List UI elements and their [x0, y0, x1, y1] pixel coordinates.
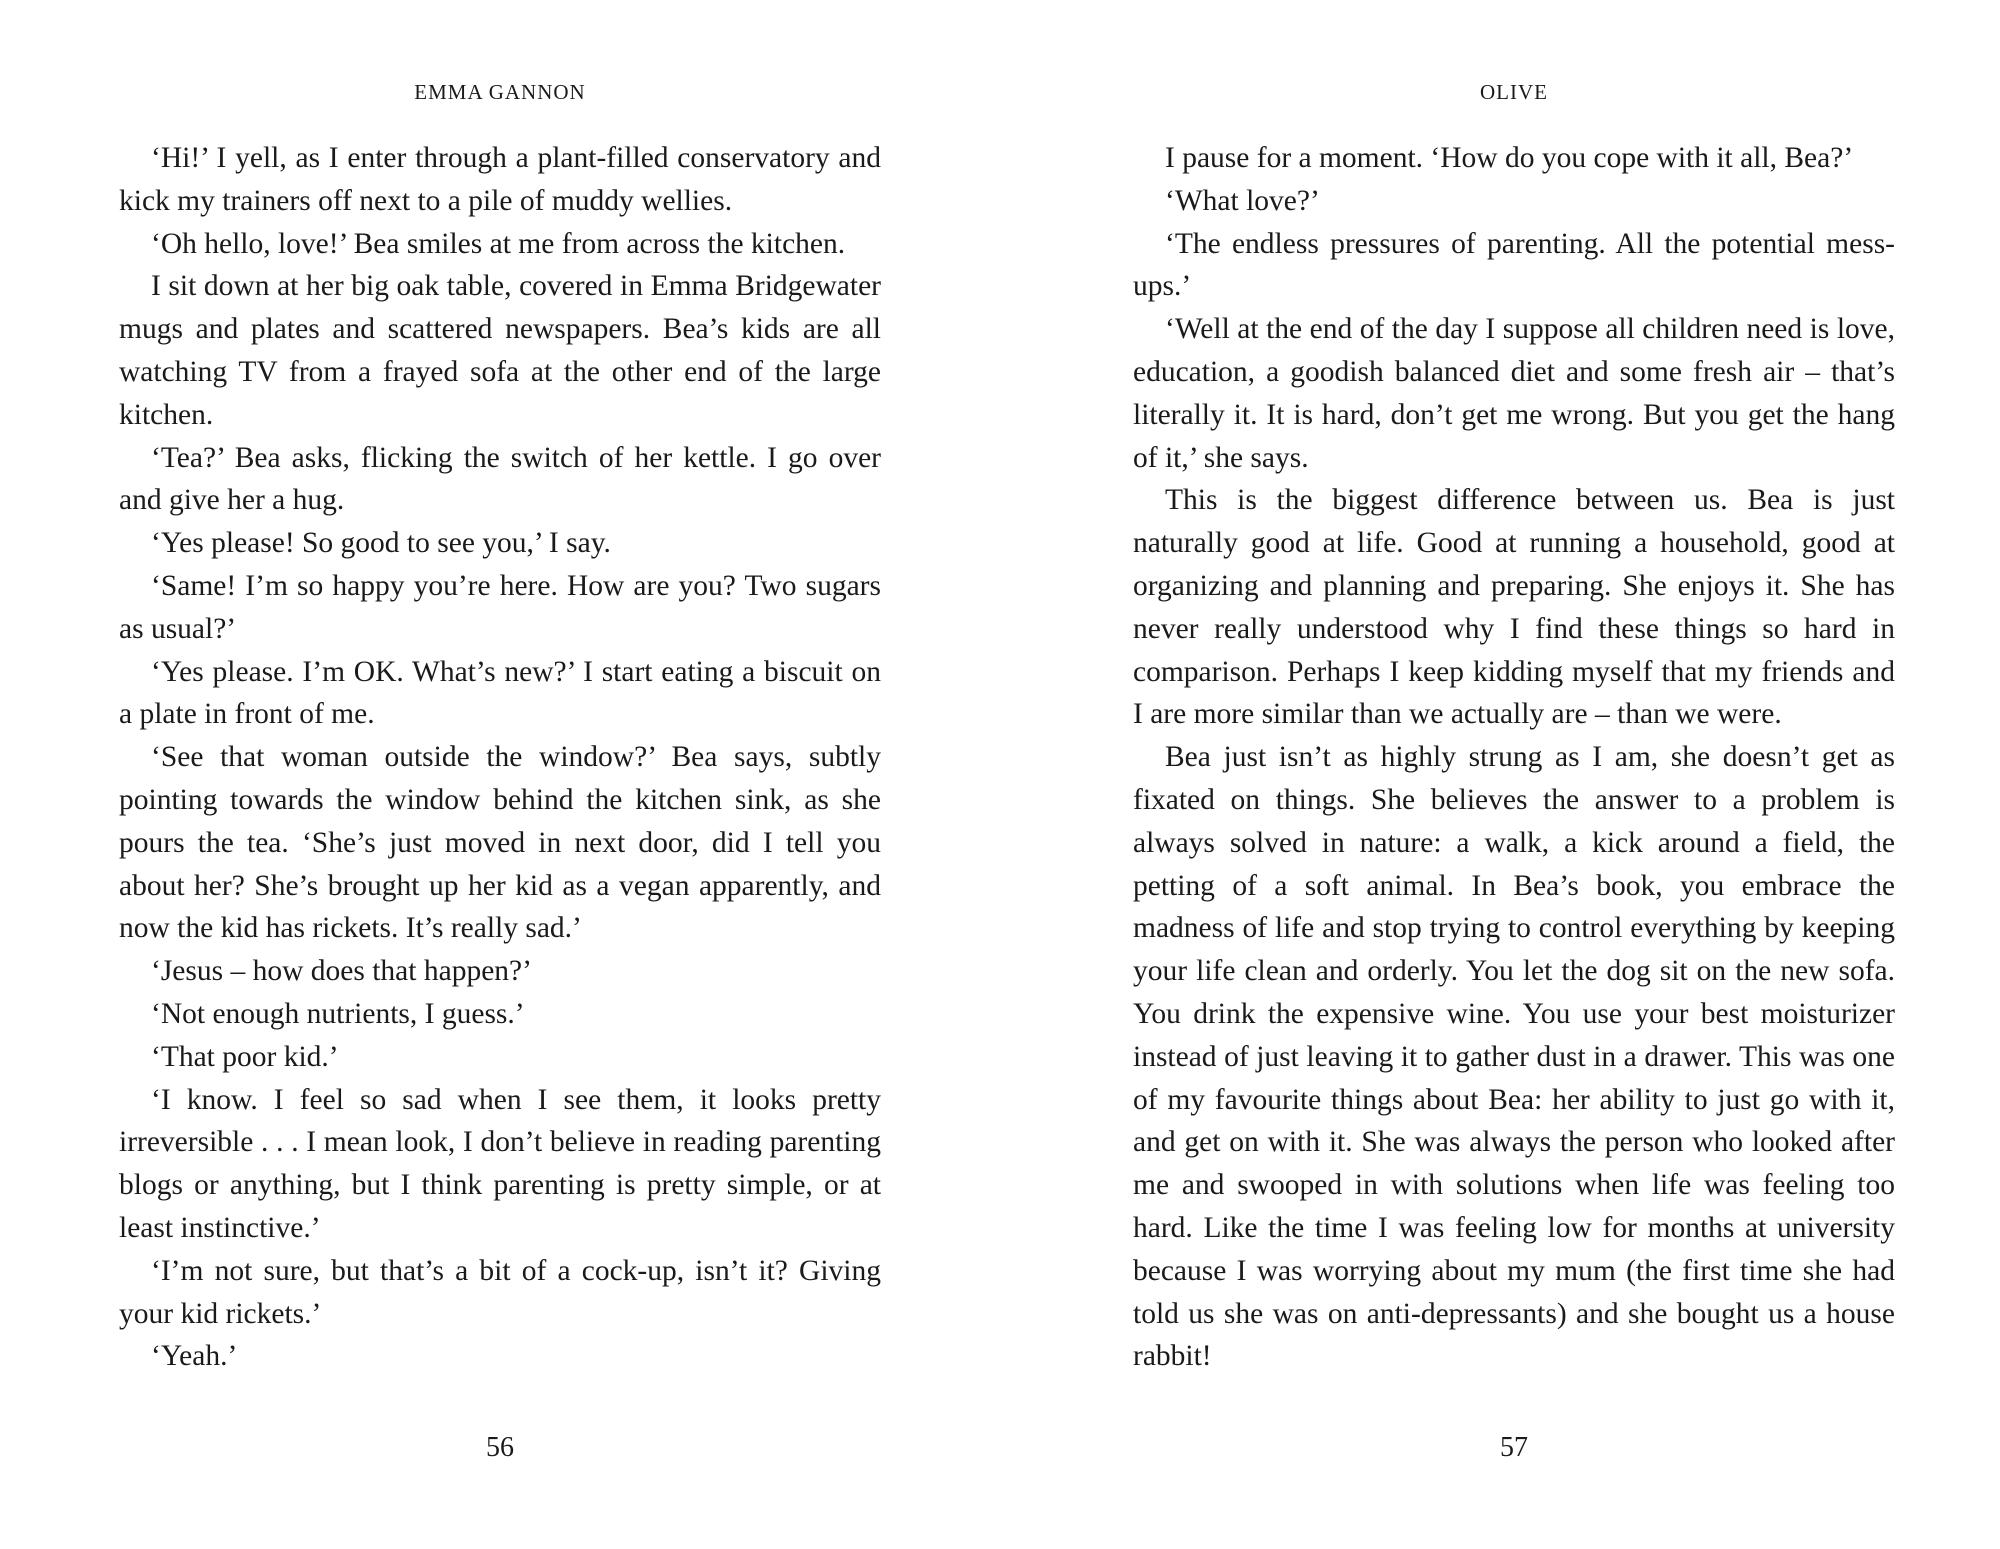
running-head-author: EMMA GANNON: [414, 80, 586, 104]
right-page-body: [1133, 137, 1895, 1378]
paragraph: ‘That poor kid.’: [151, 1040, 339, 1073]
left-page-body: [119, 137, 881, 1378]
paragraph: ‘I’m not sure, but that’s a bit of a cock-up, isn’t it? Giving your kid rickets.’: [119, 1254, 881, 1330]
page-number: 57: [1500, 1432, 1528, 1463]
paragraph: ‘Tea?’ Bea asks, flicking the switch of her kettle. I go over and give her a hug.: [119, 441, 881, 517]
left-page: [119, 0, 881, 1549]
paragraph: ‘Oh hello, love!’ Bea smiles at me from across the kitchen.: [151, 227, 846, 260]
paragraph: Bea just isn’t as highly strung as I am, she doesn’t get as fixated on things. She believes the answer to a problem is always solved in nature: a walk, a kick around a field, the petting of a soft animal. In Bea’s book, you embrace the madness of life and stop trying to control everything by keeping your life clean and orderly. You let the dog sit on the new sofa. You drink the expensive wine. You use your best moisturizer instead of just leaving it to gather dust in a drawer. This was one of my favourite things about Bea: her ability to just go with it, and get on with it. She was always the person who looked after me and swooped in with solutions when life was feeling too hard. Like the time I was feeling low for months at university because I was worrying about my mum (the first time she had told us she was on anti-depressants) and she bought us a house rabbit!: [1133, 741, 1895, 1373]
paragraph: ‘Yes please. I’m OK. What’s new?’ I start eating a biscuit on a plate in front of me.: [119, 655, 881, 731]
running-head-title: OLIVE: [1480, 80, 1548, 104]
paragraph: ‘What love?’: [1165, 184, 1320, 217]
paragraph: I pause for a moment. ‘How do you cope with it all, Bea?’: [1165, 142, 1854, 174]
paragraph: ‘Yes please! So good to see you,’ I say.: [151, 527, 611, 560]
right-page: [1133, 0, 1895, 1549]
paragraph: ‘Jesus – how does that happen?’: [151, 955, 532, 988]
paragraph: ‘Yeah.’: [151, 1340, 238, 1373]
paragraph: ‘Not enough nutrients, I guess.’: [151, 997, 525, 1030]
paragraph: ‘See that woman outside the window?’ Bea says, subtly pointing towards the window behind the kitchen sink, as she pours the tea. ‘She’s just moved in next door, did I tell you about her? She’s brought up her kid as a vegan apparently, and now the kid has rickets. It’s really sad.’: [119, 741, 881, 945]
paragraph: ‘The endless pressures of parenting. All the potential mess-ups.’: [1133, 227, 1895, 303]
paragraph: ‘Well at the end of the day I suppose all children need is love, education, a goodish balanced diet and some fresh air – that’s literally it. It is hard, don’t get me wrong. But you get the hang of it,’ she says.: [1133, 313, 1895, 474]
paragraph: I sit down at her big oak table, covered in Emma Bridgewater mugs and plates and scattered newspapers. Bea’s kids are all watching TV from a frayed sofa at the other end of the large kitchen.: [119, 270, 881, 431]
page-number: 56: [486, 1432, 514, 1463]
paragraph: This is the biggest difference between us. Bea is just naturally good at life. Good at running a household, good at organizing and planning and preparing. She enjoys it. She has never really understood why I find these things so hard in comparison. Perhaps I keep kidding myself that my friends and I are more similar than we actually are – than we were.: [1133, 484, 1895, 731]
paragraph: ‘Same! I’m so happy you’re here. How are you? Two sugars as usual?’: [119, 569, 881, 645]
paragraph: ‘I know. I feel so sad when I see them, it looks pretty irreversible . . . I mean look, I don’t believe in reading parenting blogs or anything, but I think parenting is pretty simple, or at least instinctive.’: [119, 1083, 881, 1244]
paragraph: ‘Hi!’ I yell, as I enter through a plant-filled conservatory and kick my trainers off next to a pile of muddy wellies.: [119, 142, 881, 217]
